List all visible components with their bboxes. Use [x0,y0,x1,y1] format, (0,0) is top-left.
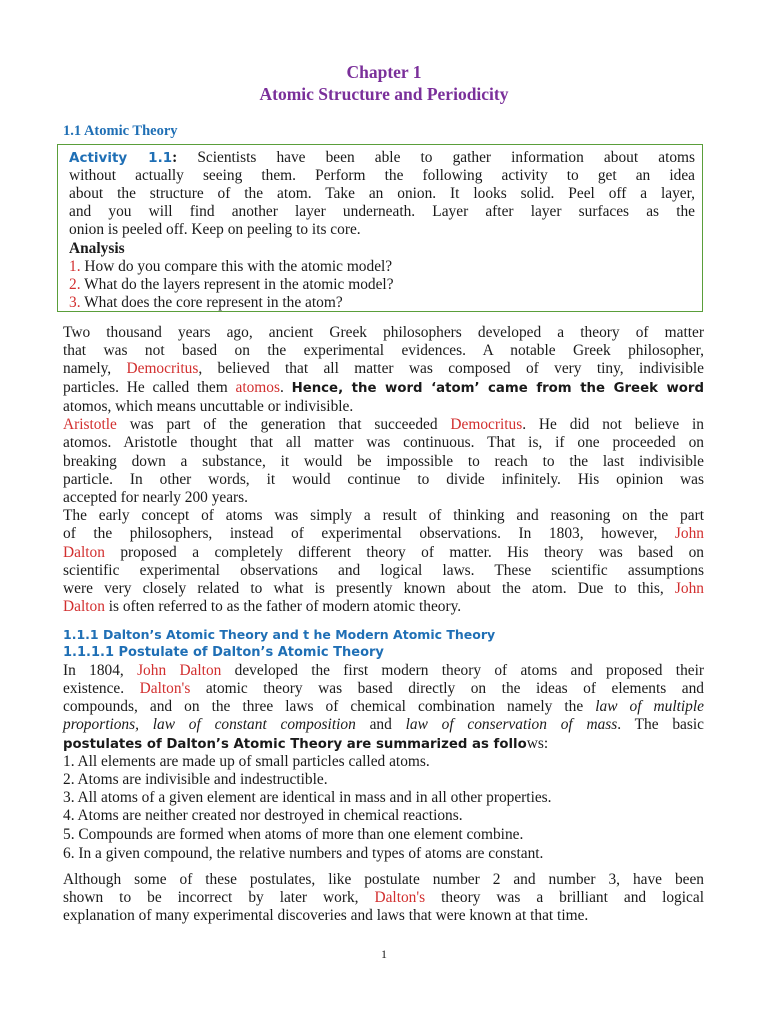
analysis-question: 1. How do you compare this with the atomic model? [69,258,393,275]
paragraph-line: that was not based on the experimental evidences. A notable Greek philosopher, [63,342,704,359]
paragraph-line: Although some of these postulates, like postulate number 2 and number 3, have been [63,871,704,888]
analysis-heading: Analysis [69,240,125,257]
activity-line-1: Activity 1.1: Scientists have been able to gather information about atoms [69,149,695,166]
activity-line-5: onion is peeled off. Keep on peeling to its core. [69,221,361,238]
term-john-dalton: John Dalton [137,662,222,679]
term-john: John [674,580,704,597]
paragraph-line: scientific experimental observations and logical laws. These scientific assumptions [63,562,704,579]
term-atomos: atomos [235,379,280,396]
chapter-number: Chapter 1 [346,62,422,82]
paragraph-line: postulates of Dalton’s Atomic Theory are summarized as follows: [63,735,549,752]
list-item: 3. All atoms of a given element are identical in mass and in all other properties. [63,789,552,806]
analysis-question: 2. What do the layers represent in the atomic model? [69,276,394,293]
paragraph-line: existence. Dalton's atomic theory was based directly on the ideas of elements and [63,680,704,697]
list-item: 1. All elements are made up of small particles called atoms. [63,753,430,770]
list-item: 5. Compounds are formed when atoms of more than one element combine. [63,826,524,843]
paragraph-line: were very closely related to what is presently known about the atom. Due to this, John [63,580,704,597]
page-number: 1 [381,947,387,961]
term-democritus: Democritus [450,416,523,433]
paragraph-line: In 1804, John Dalton developed the first modern theory of atoms and proposed their [63,662,704,679]
term-dalton: Dalton [63,598,105,615]
chapter-title: Atomic Structure and Periodicity [259,84,509,104]
paragraph-line: atomos. Aristotle thought that all matter was continuous. That is, if one proceeded on [63,434,704,451]
paragraph-line: Two thousand years ago, ancient Greek philosophers developed a theory of matter [63,324,704,341]
section-heading-1-1-1-1: 1.1.1.1 Postulate of Dalton’s Atomic Theory [63,645,384,660]
paragraph-line: The early concept of atoms was simply a result of thinking and reasoning on the part [63,507,704,524]
activity-line-2: without actually seeing them. Perform the following activity to get an idea [69,167,695,184]
activity-line-3: about the structure of the atom. Take an onion. It looks solid. Peel off a layer, [69,185,695,202]
paragraph-line: particles. He called them atomos. Hence, the word ‘atom’ came from the Greek word [63,379,704,396]
paragraph-line: atomos, which means uncuttable or indivisible. [63,398,354,415]
activity-label: Activity 1.1 [69,150,173,166]
term-daltons: Dalton's [374,889,426,906]
paragraph-line: proportions, law of constant composition and law of conservation of mass. The basic [63,716,704,733]
activity-line-4: and you will find another layer underneath. Layer after layer surfaces as the [69,203,695,220]
paragraph-line: Dalton proposed a completely different theory of matter. His theory was based on [63,544,704,561]
term-dalton: Dalton [63,544,105,561]
list-item: 2. Atoms are indivisible and indestructible. [63,771,328,788]
paragraph-line: compounds, and on the three laws of chemical combination namely the law of multiple [63,698,704,715]
paragraph-line: namely, Democritus, believed that all matter was composed of very tiny, indivisible [63,360,704,377]
paragraph-line: breaking down a substance, it would be impossible to reach to the last indivisible [63,453,704,470]
list-item: 4. Atoms are neither created nor destroyed in chemical reactions. [63,807,463,824]
paragraph-line: particle. In other words, it would continue to divide infinitely. His opinion was [63,471,704,488]
section-heading-1-1-1: 1.1.1 Dalton’s Atomic Theory and t he Modern Atomic Theory [63,627,496,642]
paragraph-line: explanation of many experimental discoveries and laws that were known at that time. [63,907,589,924]
analysis-question: 3. What does the core represent in the atom? [69,294,343,311]
paragraph-line: Aristotle was part of the generation that succeeded Democritus. He did not believe in [63,416,704,433]
term-democritus: Democritus [126,360,199,377]
list-item: 6. In a given compound, the relative numbers and types of atoms are constant. [63,845,544,862]
term-daltons: Dalton's [139,680,191,697]
paragraph-line: Dalton is often referred to as the father of modern atomic theory. [63,598,462,615]
paragraph-line: accepted for nearly 200 years. [63,489,249,506]
section-heading-1-1: 1.1 Atomic Theory [63,123,178,139]
term-john: John [674,525,704,542]
paragraph-line: shown to be incorrect by later work, Dalton's theory was a brilliant and logical [63,889,704,906]
term-aristotle: Aristotle [63,416,117,433]
paragraph-line: of the philosophers, instead of experimental observations. In 1803, however, John [63,525,704,542]
